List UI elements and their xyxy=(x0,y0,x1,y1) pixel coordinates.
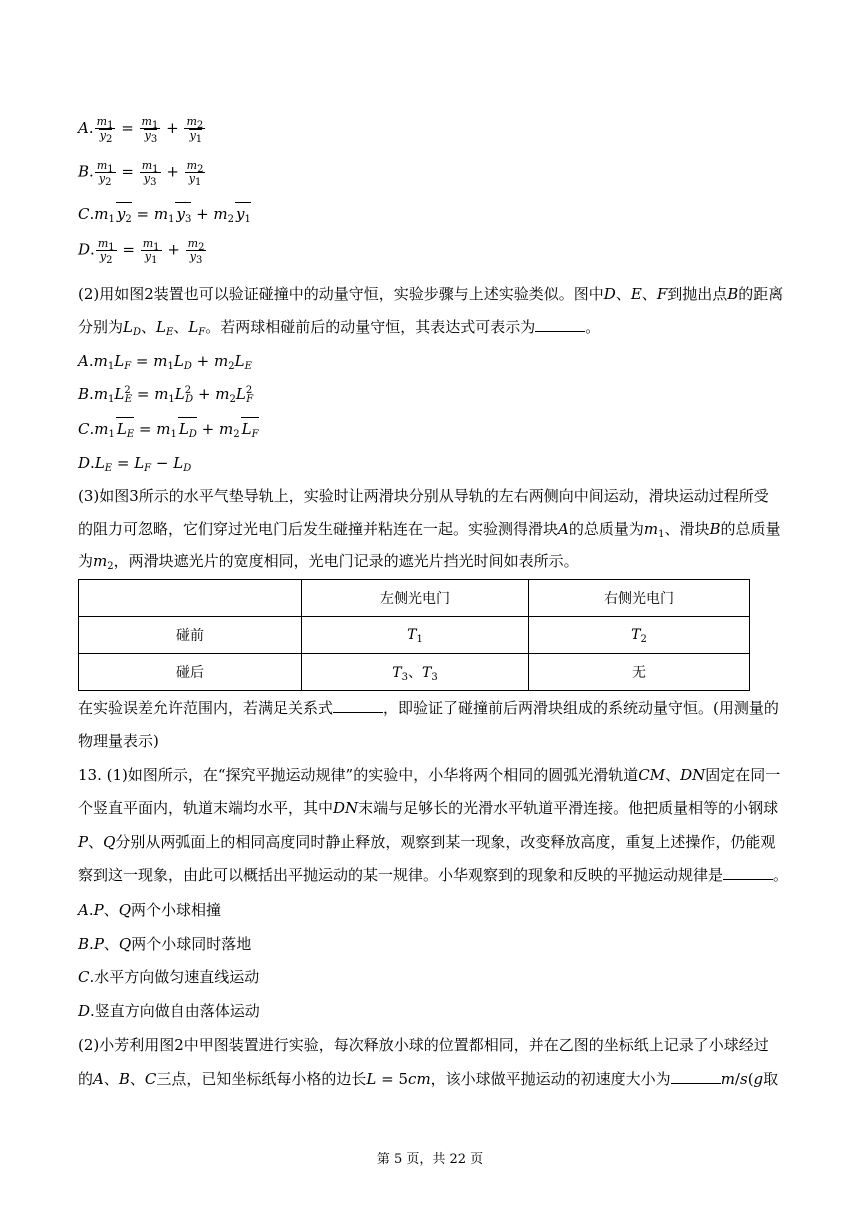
q12-part2-option-b: $B.m_1L^2_E = m_1L^2_D + m_2L^2_F$ xyxy=(78,385,254,405)
table-header-row xyxy=(79,580,750,617)
q13-part2-line2: 的A、B、C三点，已知坐标纸每小格的边长L = 5cm，该小球做平抛运动的初速度大小为 m/s(g取 xyxy=(78,1070,779,1088)
table-cell: 无 xyxy=(529,654,750,691)
table-header-cell: 左侧光电门 xyxy=(302,580,529,617)
q12-part3-after2: 物理量表示) xyxy=(78,732,159,750)
page-footer: 第 5 页，共 22 页 xyxy=(376,1152,484,1167)
photogate-table xyxy=(78,579,750,691)
table-cell: 碰后 xyxy=(79,654,302,691)
option-b-formula: B. $\frac{m_1}{y_2}$ = $\frac{m_1}{y_3}$ + $\frac{m_2}{y_1}$ xyxy=(78,159,204,188)
q13-option-c: C.水平方向做匀速直线运动 xyxy=(78,968,260,986)
option-d-formula: D. $\frac{m_1}{y_2}$ = $\frac{m_1}{y_1}$ + $\frac{m_2}{y_3}$ xyxy=(78,237,205,266)
table-row xyxy=(79,654,750,691)
q12-part2-option-c: $C.m_1$ $L_E = m_1$ $L_D + m_2$ $L_F$ xyxy=(78,417,259,440)
q13-line3: P、Q分别从两弧面上的相同高度同时静止释放，观察到某一现象，改变释放高度，重复上述操作，仍能观 xyxy=(78,833,776,851)
q13-line4: 察到这一现象，由此可以概括出平抛运动的某一规律。小华观察到的现象和反映的平抛运动规律是 。 xyxy=(78,866,789,884)
q12-part3-line1: (3)如图3所示的水平气垫导轨上，实验时让两滑块分别从导轨的左右两侧向中间运动，滑块运动过程所受 xyxy=(78,487,769,505)
table-header-cell xyxy=(79,580,302,617)
q13-part2-line1: (2)小芳利用图2中甲图装置进行实验，每次释放小球的位置都相同，并在乙图的坐标纸上记录了小球经过 xyxy=(78,1036,769,1054)
q12-part2-line2: 分别为$L_D$、$L_E$、$L_F$。若两球相碰前后的动量守恒，其表达式可表示为 。 xyxy=(78,318,601,338)
option-a-formula: A. $\frac{m_1}{y_2}$ = $\frac{m_1}{y_3}$ + $\frac{m_2}{y_1}$ xyxy=(78,115,204,145)
q12-part3-after1: 在实验误差允许范围内，若满足关系式 ，即验证了碰撞前后两滑块组成的系统动量守恒。(用测量的 xyxy=(78,699,779,717)
table-cell: $T_2$ xyxy=(529,617,750,654)
q12-part3-line2: 的阻力可忽略，它们穿过光电门后发生碰撞并粘连在一起。实验测得滑块A的总质量为$m_1$、滑块B的总质量 xyxy=(78,520,781,540)
q13-option-d: D.竖直方向做自由落体运动 xyxy=(78,1002,260,1020)
table-cell: 碰前 xyxy=(79,617,302,654)
q12-part2-option-d: $D.L_E = L_F - L_D$ xyxy=(78,454,192,474)
q13-option-a: A.P、Q两个小球相撞 xyxy=(78,901,222,919)
option-c-formula: $C.m_1$ $y_2 = m_1$ $y_3 + m_2$ $y_1$ xyxy=(78,202,251,225)
q12-part3-line3: 为$m_2$，两滑块遮光片的宽度相同，光电门记录的遮光片挡光时间如表所示。 xyxy=(78,552,579,572)
q13-option-b: B.P、Q两个小球同时落地 xyxy=(78,935,252,953)
q13-line2: 个竖直平面内，轨道末端均水平，其中DN末端与足够长的光滑水平轨道平滑连接。他把质量相等的小钢球 xyxy=(78,799,779,817)
table-header-cell: 右侧光电门 xyxy=(529,580,750,617)
q12-part2-option-a: $A.m_1L_F = m_1L_D + m_2L_E$ xyxy=(78,352,252,372)
q13-line1: 13. (1)如图所示，在“探究平抛运动规律”的实验中，小华将两个相同的圆弧光滑轨道CM、DN固定在同一 xyxy=(78,766,781,784)
table-cell: $T_3$、$T_3$ xyxy=(302,654,529,691)
table-cell: $T_1$ xyxy=(302,617,529,654)
q12-part2-line1: (2)用如图2装置也可以验证碰撞中的动量守恒，实验步骤与上述实验类似。图中D、E、F到抛出点B的距离 xyxy=(78,285,784,303)
table-row xyxy=(79,617,750,654)
